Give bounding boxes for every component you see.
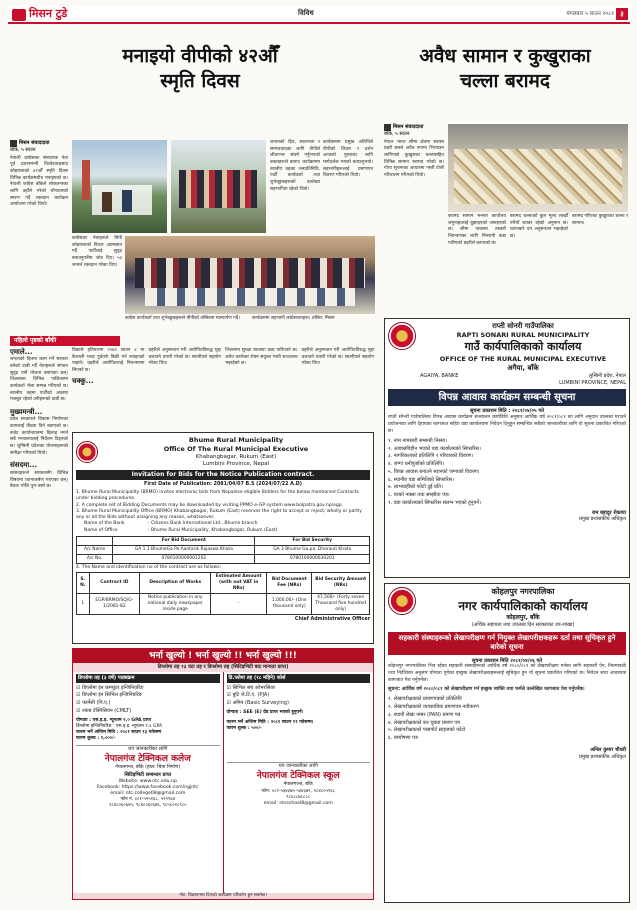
continued-section-bar: पहिलो पृष्ठको बाँकी — [10, 336, 120, 346]
college-name-1: नेपालगंज टेक्निकल कलेज — [104, 754, 191, 765]
continued-item-title-2[interactable]: मुख्यमन्त्री... — [10, 408, 43, 417]
masthead-logo[interactable]: मिसन टुडे — [8, 7, 73, 22]
story1-col1: मिसन संवाददाता बाँके, ५ साउन नेपाली कांग्रेसका संस्थापक नेता पूर्व प्रधानमन्त्री विश्वेश्वरप्रसाद कोइरालाको ४२औँ स्मृति दिवस विभिन्न कार्यक्रमबीच मनाइएको छ। नेपाली कांग्रेस बाँकेले लोकतन्त्रका लागि उहाँले गरेको योगदानको स्मरण गर्दै रक्तदान कार्यक्रम आयोजना गरेको थियो। — [10, 140, 68, 208]
college-facebook-link[interactable]: Facebook: https://www.facebook.com/ngjntc — [96, 784, 199, 790]
mid-text-row: विकासे हतियारमा २०७९ साउन ४ मा कैलाली भन्दा पूर्वतर्फ बिक्री गर्न ल्याइएको पाइयो। प्रहरीले आरोपितलाई नियन्त्रणमा लिएको छ। चक्कु... प्रहरीले अनुसन्धान गरी आरोपितविरुद्ध मुद्दा चलाउने तयारी गरेको छ। स्थानीयले सहयोग गरेका थिए। जिल्लामा सुरक्षा व्यवस्था कडा पारिएको छ। अवैध कारोबार रोक्न संयुक्त गस्ती सञ्चालन भइरहेको छ। प्रहरीले अनुसन्धान गरी आरोपितविरुद्ध मुद्दा चलाउने तयारी गरेको छ। स्थानीयले सहयोग गरेका थिए। — [72, 348, 374, 385]
page-header — [8, 6, 630, 24]
story1-photo-2 — [171, 140, 266, 233]
story2-photo — [448, 124, 628, 212]
reporter-icon — [10, 140, 17, 147]
story2-photo-caption: बरामद गरिएका कुखुराका चल्ला र सामान। — [572, 214, 628, 226]
college-website-link[interactable]: Website: www.ntc.edu.np — [118, 778, 177, 784]
story1-photo-1 — [72, 140, 167, 233]
section-name: विविध — [298, 9, 314, 17]
page-date: मंगलबार ५ साउन २०८१ — [566, 11, 614, 17]
nepal-emblem-icon — [76, 441, 98, 463]
logo-mark-icon — [12, 9, 26, 21]
story1-caption: कांग्रेस कार्यकर्ता तथा शुभेच्छुकहरूले वीपीको तस्बिरमा माल्यार्पण गर्दै। — [125, 316, 240, 321]
signature-title: Chief Administrative Officer — [294, 616, 370, 622]
college-ad-2[interactable]: डि.प्लोमा तह (१८ महिने) कोर्स ☑ सिभिल सब ओभरसियर ☑ बुटि जे.टि.ए. (PJA) ☑ अमिन (Basic Surveying) योग्यता : SEE (E) ग्रेड प्राप्त भएको हुनुपर्ने। फारम भर्ने अन्तिम मिति : २०८१ साउन ११ गतेसम्म। फारम शुल्क : ५००/- थप जानकारीका लागि नेपालगंज टेक्निकल स्कूल नेपालगञ्ज, बाँके फोन: ०८१-५३४३७५ ५३४३७२, ९८४८०५९६८ ९८६८८७८८८८ email: ntsschool8@gmail.com — [224, 672, 374, 900]
continued-item-title-3[interactable]: संसदमा... — [10, 461, 38, 470]
story1-group-photo — [125, 236, 375, 314]
kohalpur-notice: कोहलपुर नगरपालिका नगर कार्यपालिकाको कार्यालय कोहलपुर, बाँके (अर्थिक सहायता तथा उपलब्ध दिन सरकारका उप-शाखा) सहकारी संस्थाहरूको लेखापरीक्षण गर्न नियुक्त लेखापरीक्षकहरू दर्ता तथा सूचिकृत हुने बारेको सूचना सूचना प्रकाशन मिति २०८१/०४/०६ गते कोहलपुर नगरपालिका भित्र रहेका सहकारी संस्थाहरूको आर्थिक वर्ष २०८०/०८१ को लेखापरीक्षण गर्नका लागि सहकारी ऐन, नियमावली तथा निर्देशिका अनुसार योग्यता पुगेका इच्छुक लेखापरीक्षकहरूलाई सूचिकृत हुन यो सूचना प्रकाशित गरिएको छ। निवेदन साथ आवश्यक कागजात पेश गर्नुपर्नेछ। सूचना: आर्थिक वर्ष २०८०/०८१ को लेखापरीक्षण गर्न इच्छुक व्यक्ति तथा फर्मले उल्लेखित कागजात पेश गर्नुपर्नेछ। १. लेखापरीक्षकको प्रमाणपत्रको प्रतिलिपि २. लेखापरीक्षकको व्यवसायिक प्रमाणपत्र नवीकरण ३. स्थायी लेखा नम्बर (PAN) प्रमाण पत्र ४. लेखापरीक्षकको कर चुक्ता प्रमाण पत्र ५. लेखापरीक्षकको पासपोर्ट साइजको फोटो ६. स्वघोषणा पत्र अनिल कुमार चौधरी प्रमुख प्रशासकीय अधिकृत — [384, 583, 630, 903]
admission-banner: भर्ना खुल्यो ! भर्ना खुल्यो !! भर्ना खुल्यो !!! — [73, 649, 373, 663]
story1-headline[interactable]: मनाइयो वीपीको ४२औँ स्मृति दिवस — [122, 45, 278, 92]
bhume-bid-notice: Bhume Rural Municipality Office Of The Rural Municipal Executive Khabangbagar, Rukum (East) Lumbini Province, Nepal Invitation for Bids for the Notice Publication contract. First Date of Publication: 2081/04/07 B.S (2024/07/22 A.D) 1. Bhume Rural Municipality (BRMO) invites electronic bids from Nepalese eligible Bidders for the below mentioned Contracts under bidding procedures. 2. A complete set of Bidding Documents may be downloaded by visiting PPMO e-GP system www.bolpatra.gov.np/egp. 3. Bhume Rural Municipality Office (BRMO) Khabangbagar, Rukum (East) reserves the right to accept or reject, wholly or partly any or all the Bids without assigning any reason, whatsoever. Name of the Bank : Citizens Bank International Ltd., Bhume branch Name of Office : Bhume Rural Municipality, Khabangbagar, Rukum (East) For Bid Document For Bid Security A/c Name GA 1.1 BhumeGa Pa Aantarik Rajaswa Khata GA 3 Bhume Ga.pa. Dharauti Khata A/c No. 0780100000001202 0780100000030201 4. The Name and identification no of the contract are as follows: S. N. Contract ID Description of Works Estimated Amount (with out VAT in NRs) Bid Document Fee (NRs) Bid Security Amount (NRs) 1 EGP/BRMO/SQ/G-1/2081-82 Notice publication in any national daily newspaper inside page - 1,000.00/- (One thousand only) 47,500/- (Forty seven Thousand five hundred only) Chief Administrative Officer — [72, 432, 374, 644]
kohalpur-banner: सहकारी संस्थाहरूको लेखापरीक्षण गर्न नियुक्त लेखापरीक्षकहरू दर्ता तथा सूचिकृत हुने बारेको सूचना — [388, 632, 626, 655]
story1-col4: कांग्रेसका नेताहरूले बिपी कोइरालाको विचार आत्मसात गर्दै पार्टीलाई सुदृढ बनाउनुपर्नेमा जोड दिए। ५३ जनाले रक्तदान गरेका थिए। — [72, 236, 122, 268]
continued-item-body-3: सांसदहरूले सरकारसँग विभिन्न विषयमा ध्यानाकर्षण गराएका छन्। बैठक भोलि पुनः बस्ने छ। — [10, 470, 68, 490]
story2-col1: मिसन संवाददाता बाँके, ५ साउन नेपाल भारत सीमा क्षेत्रमा सशस्त्र प्रहरी बलले अवैध रूपमा भित्र्याउन लागिएको कुखुराका चल्लासहित विभिन्न सामान बरामद गरेको छ। गोप्य सूचनाका आधारमा गस्ती टोली परिचालन गरिएको थियो। — [384, 124, 444, 179]
contract-table: S. N. Contract ID Description of Works Estimated Amount (with out VAT in NRs) Bid Document Fee (NRs) Bid Security Amount (NRs) 1 EGP/BRMO/SQ/G-1/2081-82 Notice publication in any national daily newspaper inside page - 1,000.00/- (One thousand only) 47,500/- (Forty seven Thousand five hundred only) — [76, 572, 370, 615]
reporter-icon — [384, 124, 391, 131]
rapti-sonari-notice: राप्ती सोनरी गाउँपालिका RAPTI SONARI RURAL MUNICIPALITY गाउँ कार्यपालिकाको कार्यालय OFFICE OF THE RURAL MUNICIPAL EXECUTIVE अगैया, बाँके AGAIYA, BANKE लुम्बिनी प्रदेश, नेपाल LUMBINI PROVINCE, NEPAL विपन्न आवास कार्यक्रम सम्बन्धी सूचना सूचना प्रकाशन मिति : २०८१/०४/०५ गते राप्ती सोनरी गाउँपालिका विपन्न आवास कार्यक्रम सञ्चालन कार्यविधि अनुसार आर्थिक वर्ष २०८१/०८२ का लागि अनुदान उपलब्ध गराउने प्रयोजनका लागि देहायका कागजात सहित वडा कार्यालयमा निवेदन दिनुहुन सम्बन्धित सबैको जानकारीका लागि यो सूचना प्रकाशित गरिएको छ। १. नाम नामसारी सम्बन्धी निस्सा। २. आवासविहीन भएको वडा कार्यालयको सिफारिस। ३. नागरिकताको प्रतिलिपि र परिवारको विवरण। ४. जग्गा धनीपुर्जाको प्रतिलिपि। ५. विपन्न आवास बनाउने स्थानको जग्गाको विवरण। ६. स्थानीय वडा समितिको सिफारिस। ७. लाभग्राहीको फोटो दुई प्रति। ८. घरको नक्सा तथा सम्झौता पत्र। ९. वडा कार्यालयको सिफारिस संलग्न भएको हुनुपर्ने। राम बहादुर रोकाया प्रमुख प्रशासकीय अधिकृत — [384, 318, 630, 578]
page-number: ३ — [616, 8, 628, 20]
continued-item-title-1[interactable]: एमाले... — [10, 348, 33, 356]
story2-col3: बरामद चल्लाको कुल मूल्य लाखौँ रुपैयाँ बराबर रहेको अनुमान छ। घटनाबारे थप अनुसन्धान भइरहेको छ। — [510, 214, 568, 239]
continued-item-body-1: जनताको हितमा काम गर्ने सरकार बनेको दाबी गर्दै नेताहरूले संगठन सुदृढ पार्ने योजना बनाएका छन्। जिल्लाका विभिन्न पालिकामा कार्यकर्ता भेला सम्पन्न गरिएको छ। स्थानीय तहमा पार्टीको अवस्था मजबुत रहेको उनीहरूको दाबी छ। — [10, 357, 68, 403]
continued-items — [10, 348, 68, 491]
story1-caption2: कार्यक्रममा सहभागी कांग्रेसजनहरू। तस्बिर: मिसन — [252, 316, 335, 321]
story1-col2: जनताको हित, स्वतन्त्रता र समाजवादका लागि वीपीले जीवनभर संघर्ष गर्नुभएको वक्ताहरूले बताए। कार्यक्रममा स्थानीय तहका जनप्रतिनिधि, पार्टी कार्यकर्ता तथा शुभेच्छुकहरूको उल्लेख्य सहभागिता रहेको थियो। — [270, 140, 320, 192]
nepal-emblem-icon — [388, 322, 416, 350]
story2-headline[interactable]: अवैध सामान र कुखुराका चल्ला बरामद — [419, 45, 591, 92]
account-table: For Bid Document For Bid Security A/c Name GA 1.1 BhumeGa Pa Aantarik Rajaswa Khata GA 3 Bhume Ga.pa. Dharauti Khata A/c No. 0780100000001202 0780100000030201 — [76, 536, 370, 564]
college-email-link[interactable]: email: ntc.college08@gmail.com — [110, 790, 186, 796]
college-ads: भर्ना खुल्यो ! भर्ना खुल्यो !! भर्ना खुल्यो !!! डिप्लोमा तह १३ वटा तह र डिप्लोमा तह (सिटिइभिटी बाट मान्यता प्राप्त) डिप्लोमा तह (३ वर्षे) पाठ्यक्रम ☑ डिप्लोमा इन कम्प्युटर इन्जिनियरिङ ☑ डिप्लोमा इन सिभिल इन्जिनियरिङ ☑ फार्मेसी (पि.ए.) ☑ ल्याब टेक्निसियन (CMLT) योग्यता : एस.इ.इ. न्यूनतम २.० GPA प्राप्त डिप्लोमा इन्जिनियरिङ : एस.इ.इ. न्यूनतम १.६ GPA फारम भर्ने अन्तिम मिति : २०८१ साउन १३ गतेसम्म फारम शुल्क : १,०००/- थप जानकारीका लागि नेपालगंज टेक्निकल कलेज नेपालगन्ज, बाँके (हाल: चित्रा निर्माण) सिटिइभिटी सम्बन्धन प्राप्त Website: www.ntc.edu.np Facebook: https://www.facebook.com/ngjntc email: ntc.college08@gmail.com फोन नं. ०८१-५२५१६८, ५२९९६४ ९८४८०६०६४५, ९८४८०६०६४६, ९८५८०२८९८० डि.प्लोमा तह (१८ महिने) कोर्स ☑ सिभिल सब ओभरसियर ☑ बुटि जे.टि.ए. (PJA) ☑ अमिन (Basic Surveying) योग्यता : SEE (E) ग्रेड प्राप्त भएको हुनुपर्ने। फारम भर्ने अन्तिम मिति : २०८१ साउन ११ गतेसम्म। फारम शुल्क : ५००/- थप जानकारीका लागि नेपालगंज टेक्निकल स्कूल नेपालगञ्ज, बाँके फोन: ०८१-५३४३७५ ५३४३७२, ९८४८०५९६८ ९८६८८७८८८८ email: ntsschool8@gmail.com नोट: विज्ञापनमा दिएको कार्यक्रम परिवर्तन हुन सक्नेछ। — [72, 648, 374, 900]
story1-col3: कार्यक्रममा प्रमुख अतिथिले वीपीको विचार र दर्शन आजको पुस्ताका लागि मार्गदर्शक भएको बताउनुभयो। सहभागीहरूलाई प्रमाणपत्र वितरण गरिएको थियो। — [323, 140, 373, 179]
story2-col2: बरामद सामान भन्सार कार्यालय जमुनाहालाई बुझाइएको जनाइएको छ। सीमा नाकामा तस्करी नियन्त्रणका लागि निगरानी कडा पारिएको प्रहरीले बताएको छ। — [448, 214, 506, 246]
table-row: 1 EGP/BRMO/SQ/G-1/2081-82 Notice publication in any national daily newspaper inside page - 1,000.00/- (One thousand only) 47,500/- (Forty seven Thousand five hundred only) — [77, 593, 370, 614]
continued-item-body-2: प्रदेश सरकारले विकास निर्माणका कामलाई तीव्रता दिने बताएको छ। बजेट कार्यान्वयनमा ढिलाइ नगर्न सबै मन्त्रालयलाई निर्देशन दिइएको छ। लुम्बिनी प्रदेशका योजनाहरूको समीक्षा गरिएको थियो। — [10, 417, 68, 456]
college-ad-1[interactable]: डिप्लोमा तह (३ वर्षे) पाठ्यक्रम ☑ डिप्लोमा इन कम्प्युटर इन्जिनियरिङ ☑ डिप्लोमा इन सिभिल इन्जिनियरिङ ☑ फार्मेसी (पि.ए.) ☑ ल्याब टेक्निसियन (CMLT) योग्यता : एस.इ.इ. न्यूनतम २.० GPA प्राप्त डिप्लोमा इन्जिनियरिङ : एस.इ.इ. न्यूनतम १.६ GPA फारम भर्ने अन्तिम मिति : २०८१ साउन १३ गतेसम्म फारम शुल्क : १,०००/- थप जानकारीका लागि नेपालगंज टेक्निकल कलेज नेपालगन्ज, बाँके (हाल: चित्रा निर्माण) सिटिइभिटी सम्बन्धन प्राप्त Website: www.ntc.edu.np Facebook: https://www.facebook.com/ngjntc email: ntc.college08@gmail.com फोन नं. ०८१-५२५१६८, ५२९९६४ ९८४८०६०६४५, ९८४८०६०६४६, ९८५८०२८९८० — [73, 672, 224, 900]
school-email-link[interactable]: email: ntsschool8@gmail.com — [263, 801, 333, 807]
bid-banner: Invitation for Bids for the Notice Publication contract. — [76, 470, 370, 480]
college-name-2: नेपालगंज टेक्निकल स्कूल — [256, 771, 340, 782]
mid-subhead: चक्कु... — [72, 376, 94, 385]
nepal-emblem-icon — [388, 587, 416, 615]
sonari-banner: विपन्न आवास कार्यक्रम सम्बन्धी सूचना — [388, 389, 626, 407]
